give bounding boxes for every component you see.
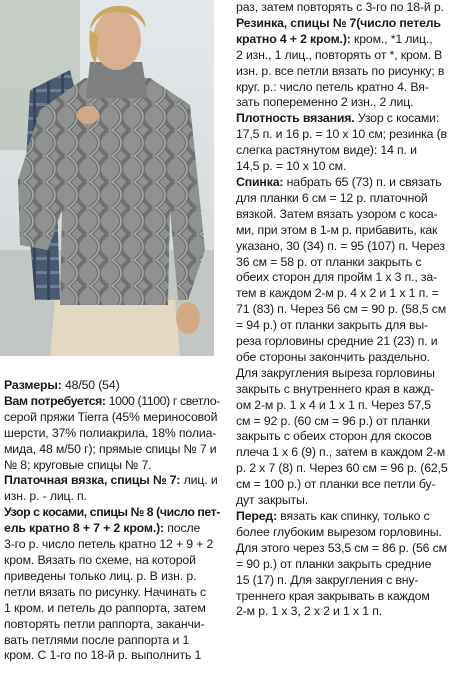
body-text: 1 кром. и петель до раппорта, затем <box>4 600 206 615</box>
text-line <box>4 553 220 569</box>
body-text: 48/50 (54) <box>64 378 120 392</box>
body-text: набрать 65 (73) п. и связать <box>286 174 442 189</box>
text-line <box>4 537 220 553</box>
text-line <box>236 111 458 127</box>
body-text: слегка растянутом виде): 14 п. и <box>236 143 417 158</box>
body-text: более глубоким вырезом горловины. <box>236 524 442 539</box>
body-text: закрыть с обеих сторон для скосов <box>236 429 432 444</box>
body-text: кром. С 1-го по 18-й р. выполнить 1 <box>4 648 202 663</box>
text-line <box>4 489 220 505</box>
body-text: 71 (83) п. Через 56 см = 90 р. (58,5 см <box>236 302 447 317</box>
text-line <box>4 458 220 474</box>
section-heading: Резинка, спицы № 7(число петель <box>236 15 441 30</box>
body-text: указано, 30 (34) п. = 95 (107) п. Через <box>236 238 445 253</box>
body-text: изн. р. все петли вязать по рисунку; в <box>236 63 445 78</box>
body-text: обеих сторон для пройм 1 х 3 п., за- <box>236 270 438 285</box>
text-line <box>236 589 458 605</box>
body-text: для планки 6 см = 12 р. платочной <box>236 190 428 205</box>
body-text: № 8; круговые спицы № 7. <box>4 457 152 472</box>
body-text: = 90 р.) от планки закрыть средние <box>236 556 432 571</box>
section-heading: Спинка: <box>236 174 287 189</box>
body-text: мида, 48 м/50 г); прямые спицы № 7 и <box>4 441 217 456</box>
text-line <box>236 95 458 111</box>
text-line <box>236 477 458 493</box>
body-text: 14,5 р. = 10 х 10 см. <box>236 159 347 174</box>
text-line <box>236 175 458 191</box>
text-line <box>4 410 220 426</box>
text-line <box>236 16 458 32</box>
body-text: повторять петли раппорта, заканчи- <box>4 616 205 631</box>
body-text: петли вязать по рисунку. Начинать с <box>4 584 207 599</box>
text-line <box>236 525 458 541</box>
body-text: = 94 р.) от планки закрыть для вы- <box>236 318 428 333</box>
text-line <box>236 334 458 350</box>
text-line <box>236 255 458 271</box>
text-line <box>236 64 458 80</box>
text-line <box>4 426 220 442</box>
body-text: закрыть с внутреннего края в кажд- <box>236 381 435 396</box>
text-line <box>236 445 458 461</box>
section-heading: Размеры: <box>4 378 65 392</box>
body-text: треннего края закрывать в каждом <box>236 588 430 603</box>
body-text: р. 2 х 7 (8) п. Через 60 см = 96 р. (62,5 <box>236 461 448 476</box>
body-text: Узор с косами: <box>357 111 440 126</box>
body-text: раз, затем повторять с 3-го по 18-й р. <box>236 0 444 14</box>
text-line <box>4 585 220 601</box>
text-line <box>236 270 458 286</box>
body-text: см = 92 р. (60 см = 96 р.) от планки <box>236 413 430 428</box>
body-text: ом 2-м р. 1 х 4 и 1 х 1 п. Через 57,5 <box>236 397 431 412</box>
text-line <box>236 318 458 334</box>
sweater-model-photo <box>0 0 214 356</box>
body-text: приведены только лиц. р. В изн. р. <box>4 568 197 583</box>
body-text: обе стороны закончить раздельно. <box>236 349 430 364</box>
body-text: зать попеременно 2 изн., 2 лиц. <box>236 95 414 110</box>
body-text: 3-го р. число петель кратно 12 + 9 + 2 <box>4 537 214 552</box>
text-line <box>236 302 458 318</box>
text-line <box>236 207 458 223</box>
section-heading: Платочная вязка, спицы № 7: <box>4 473 184 488</box>
body-text: кром., *1 лиц., <box>353 31 433 46</box>
body-text: 17,5 п. и 16 р. = 10 х 10 см; резинка (в <box>236 127 447 142</box>
text-line <box>4 648 220 664</box>
body-text: после <box>167 521 201 536</box>
body-text: дут закрыты. <box>236 493 308 508</box>
text-line <box>236 382 458 398</box>
text-line <box>4 601 220 617</box>
body-text: вязкой. Затем вязать узором с коса- <box>236 206 438 221</box>
text-line <box>236 286 458 302</box>
body-text: 36 см = 58 р. от планки закрыть с <box>236 254 422 269</box>
body-text: ми, при этом в 1-м р. прибавить, как <box>236 222 438 237</box>
text-line <box>236 80 458 96</box>
section-heading: кратно 4 + 2 кром.): <box>236 31 354 46</box>
text-line <box>236 223 458 239</box>
text-line <box>236 573 458 589</box>
body-text: круг. р.: число петель кратно 4. Вя- <box>236 79 429 94</box>
text-line <box>4 394 220 410</box>
right-text-column <box>236 0 458 620</box>
text-line <box>4 442 220 458</box>
text-line <box>236 398 458 414</box>
body-text: Для закругления выреза горловины <box>236 365 435 380</box>
body-text: кром. Вязать по схеме, на которой <box>4 552 196 567</box>
body-text: 2-м р. 1 х 3, 2 х 2 и 1 х 1 п. <box>236 604 382 619</box>
text-line <box>236 239 458 255</box>
body-text: тем в каждом 2-м р. 4 х 2 и 1 х 1 п. = <box>236 286 439 301</box>
section-heading: ель кратно 8 + 7 + 2 кром.): <box>4 521 168 536</box>
body-text: шерсти, 37% полиакрила, 18% полиа- <box>4 425 217 440</box>
body-text: 15 (17) п. Для закругления с вну- <box>236 572 419 587</box>
text-line <box>236 350 458 366</box>
text-line <box>236 429 458 445</box>
body-text: вать петлями после раппорта и 1 <box>4 632 190 647</box>
section-heading: Перед: <box>236 509 281 523</box>
body-text: 2 изн., 1 лиц., повторять от *, кром. В <box>236 47 443 62</box>
text-line <box>4 505 220 521</box>
text-line <box>236 143 458 159</box>
text-line <box>4 521 220 537</box>
section-heading: Плотность вязания. <box>236 111 358 126</box>
section-heading: Вам потребуется: <box>4 393 109 408</box>
body-text: плеча 1 х 6 (9) п., затем в каждом 2-м <box>236 445 446 460</box>
text-line <box>236 541 458 557</box>
text-line <box>236 509 458 525</box>
section-heading: Узор с косами, спицы № 8 (число пет- <box>4 505 220 520</box>
text-line <box>236 127 458 143</box>
body-text: см = 100 р.) от планки все петли бу- <box>236 477 436 492</box>
text-line <box>236 604 458 620</box>
text-line <box>236 32 458 48</box>
left-text-column <box>4 378 220 664</box>
text-line <box>4 617 220 633</box>
text-line <box>236 414 458 430</box>
body-text: 1000 (1100) г светло- <box>108 393 220 408</box>
body-text: реза горловины средние 21 (23) п. и <box>236 334 438 349</box>
text-line <box>4 633 220 649</box>
text-line <box>4 569 220 585</box>
text-line <box>236 191 458 207</box>
body-text: изн. р. - лиц. п. <box>4 489 87 504</box>
body-text: Для этого через 53,5 см = 86 р. (56 см <box>236 540 447 555</box>
text-line <box>236 0 458 16</box>
body-text: вязать как спинку, только с <box>280 509 430 523</box>
text-line <box>4 378 220 394</box>
text-line <box>236 557 458 573</box>
text-line <box>236 48 458 64</box>
body-text: серой пряжи Tierra (45% мериносовой <box>4 409 218 424</box>
body-text: лиц. и <box>183 473 218 488</box>
text-line <box>236 493 458 509</box>
text-line <box>236 461 458 477</box>
text-line <box>236 366 458 382</box>
text-line <box>4 473 220 489</box>
text-line <box>236 159 458 175</box>
